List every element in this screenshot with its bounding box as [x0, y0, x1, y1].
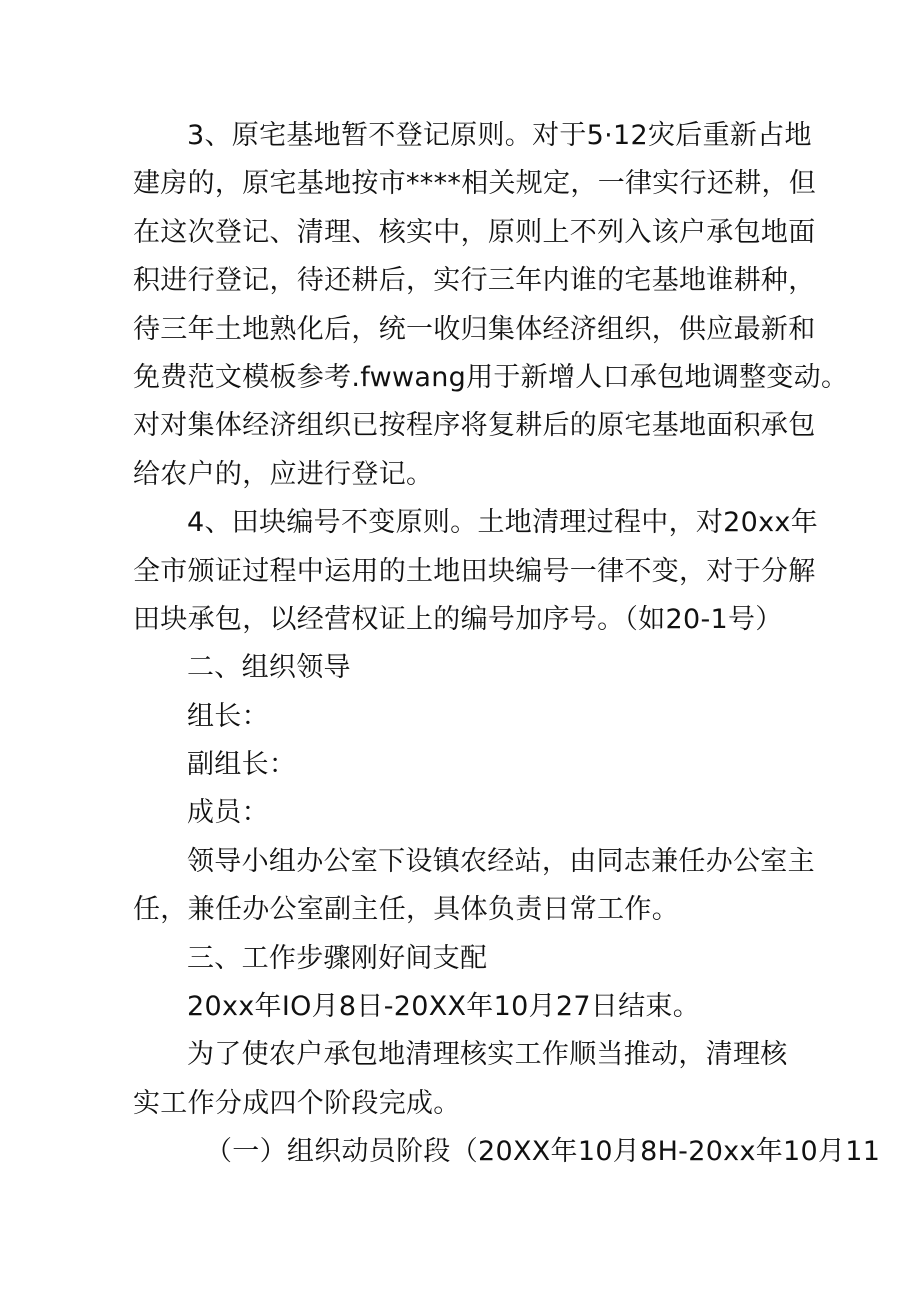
text-line: 3、原宅基地暂不登记原则。对于5·12灾后重新占地	[187, 120, 812, 151]
text-line: 给农户的，应进行登记。	[133, 458, 434, 490]
text-line: 建房的，原宅基地按市****相关规定，一律实行还耕，但	[133, 168, 817, 200]
text-line: 全市颁证过程中运用的土地田块编号一律不变，对于分解	[133, 555, 816, 587]
text-line: 为了使农户承包地清理核实工作顺当推动，清理核	[187, 1039, 788, 1071]
text-line: 4、田块编号不变原则。土地清理过程中，对20xx年	[187, 507, 818, 539]
document-body	[133, 112, 881, 1177]
members-label: 成员：	[187, 797, 269, 829]
text-line: 在这次登记、清理、核实中，原则上不列入该户承包地面	[133, 216, 816, 248]
text-line: 积进行登记，待还耕后，实行三年内谁的宅基地谁耕种，	[133, 265, 816, 297]
text-line: 田块承包，以经营权证上的编号加序号。（如20-1号）	[133, 603, 783, 635]
section-heading-work-steps: 三、工作步骤刚好间支配	[187, 942, 488, 974]
text-line: 免费范文模板参考.fwwang用于新增人口承包地调整变动。	[133, 361, 849, 393]
section-heading-organization: 二、组织领导	[187, 652, 351, 684]
team-leader-label: 组长：	[187, 700, 269, 732]
paragraph-stages-intro	[133, 1031, 793, 1128]
stage-1-heading: （一）组织动员阶段（20XX年10月8H-20xx年10月11	[205, 1136, 881, 1168]
deputy-leader-label: 副组长：	[187, 749, 297, 781]
text-line: 待三年土地熟化后，统一收归集体经济组织，供应最新和	[133, 313, 816, 345]
text-line: 实工作分成四个阶段完成。	[133, 1087, 461, 1119]
text-line: 对对集体经济组织已按程序将复耕后的原宅基地面积承包	[133, 410, 816, 442]
text-line: 任，兼任办公室副主任，具体负责日常工作。	[133, 894, 679, 926]
paragraph-principle-3	[133, 112, 849, 499]
paragraph-office-setup	[133, 838, 815, 935]
text-line: 领导小组办公室下设镇农经站，由同志兼任办公室主	[187, 845, 815, 877]
schedule-line: 20xx年IO月8日-20XX年10月27日结束。	[187, 991, 701, 1023]
paragraph-principle-4	[133, 499, 818, 644]
